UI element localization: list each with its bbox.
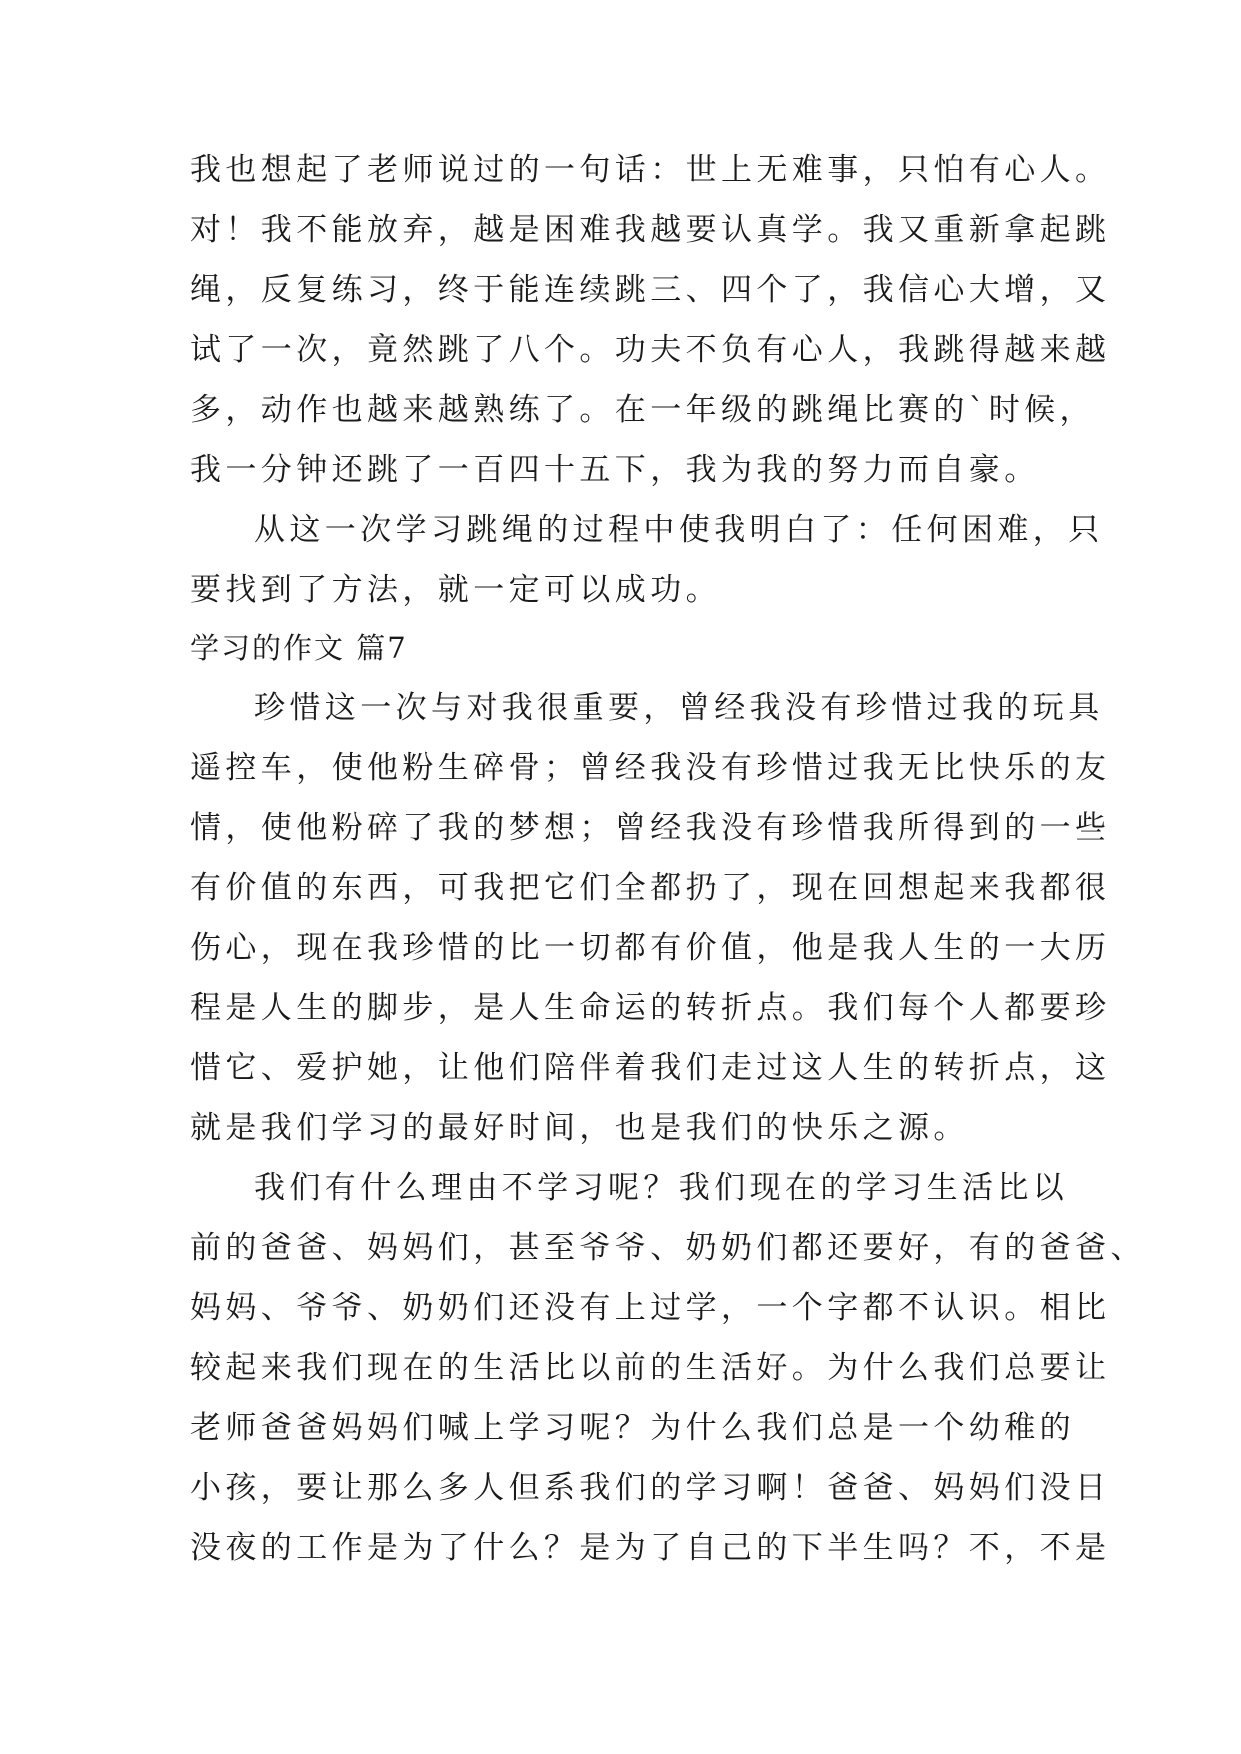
paragraph-first-line: 我们有什么理由不学习呢？我们现在的学习生活比以 [254, 1170, 1069, 1206]
text-line: 遥控车，使他粉生碎骨；曾经我没有珍惜过我无比快乐的友 [190, 750, 1111, 786]
text-line: 较起来我们现在的生活比以前的生活好。为什么我们总要让 [190, 1350, 1111, 1386]
text-line: 小孩，要让那么多人但系我们的学习啊！爸爸、妈妈们没日 [190, 1470, 1111, 1506]
text-line: 情，使他粉碎了我的梦想；曾经我没有珍惜我所得到的一些 [190, 810, 1111, 846]
text-line: 程是人生的脚步，是人生命运的转折点。我们每个人都要珍 [190, 990, 1111, 1026]
text-line: 绳，反复练习，终于能连续跳三、四个了，我信心大增，又 [190, 272, 1111, 308]
text-line: 没夜的工作是为了什么？是为了自己的下半生吗？不，不是 [190, 1530, 1111, 1566]
paragraph-first-line: 从这一次学习跳绳的过程中使我明白了：任何困难，只 [254, 512, 1104, 548]
text-line: 伤心，现在我珍惜的比一切都有价值，他是我人生的一大历 [190, 930, 1111, 966]
text-line: 前的爸爸、妈妈们，甚至爷爷、奶奶们都还要好，有的爸爸、 [190, 1230, 1146, 1266]
text-line: 要找到了方法，就一定可以成功。 [190, 572, 721, 608]
paragraph-first-line: 珍惜这一次与对我很重要，曾经我没有珍惜过我的玩具 [254, 690, 1104, 726]
text-line: 试了一次，竟然跳了八个。功夫不负有心人，我跳得越来越 [190, 332, 1111, 368]
text-line: 妈妈、爷爷、奶奶们还没有上过学，一个字都不认识。相比 [190, 1290, 1111, 1326]
text-line: 有价值的东西，可我把它们全都扔了，现在回想起来我都很 [190, 870, 1111, 906]
text-line: 多，动作也越来越熟练了。在一年级的跳绳比赛的`时候， [190, 392, 1095, 428]
text-line: 惜它、爱护她，让他们陪伴着我们走过这人生的转折点，这 [190, 1050, 1111, 1086]
text-line: 就是我们学习的最好时间，也是我们的快乐之源。 [190, 1110, 969, 1146]
text-line: 我也想起了老师说过的一句话：世上无难事，只怕有心人。 [190, 152, 1111, 188]
text-line: 我一分钟还跳了一百四十五下，我为我的努力而自豪。 [190, 452, 1040, 488]
text-line: 对！我不能放弃，越是困难我越要认真学。我又重新拿起跳 [190, 212, 1111, 248]
section-heading: 学习的作文 篇7 [190, 631, 408, 665]
text-line: 老师爸爸妈妈们喊上学习呢？为什么我们总是一个幼稚的 [190, 1410, 1075, 1446]
